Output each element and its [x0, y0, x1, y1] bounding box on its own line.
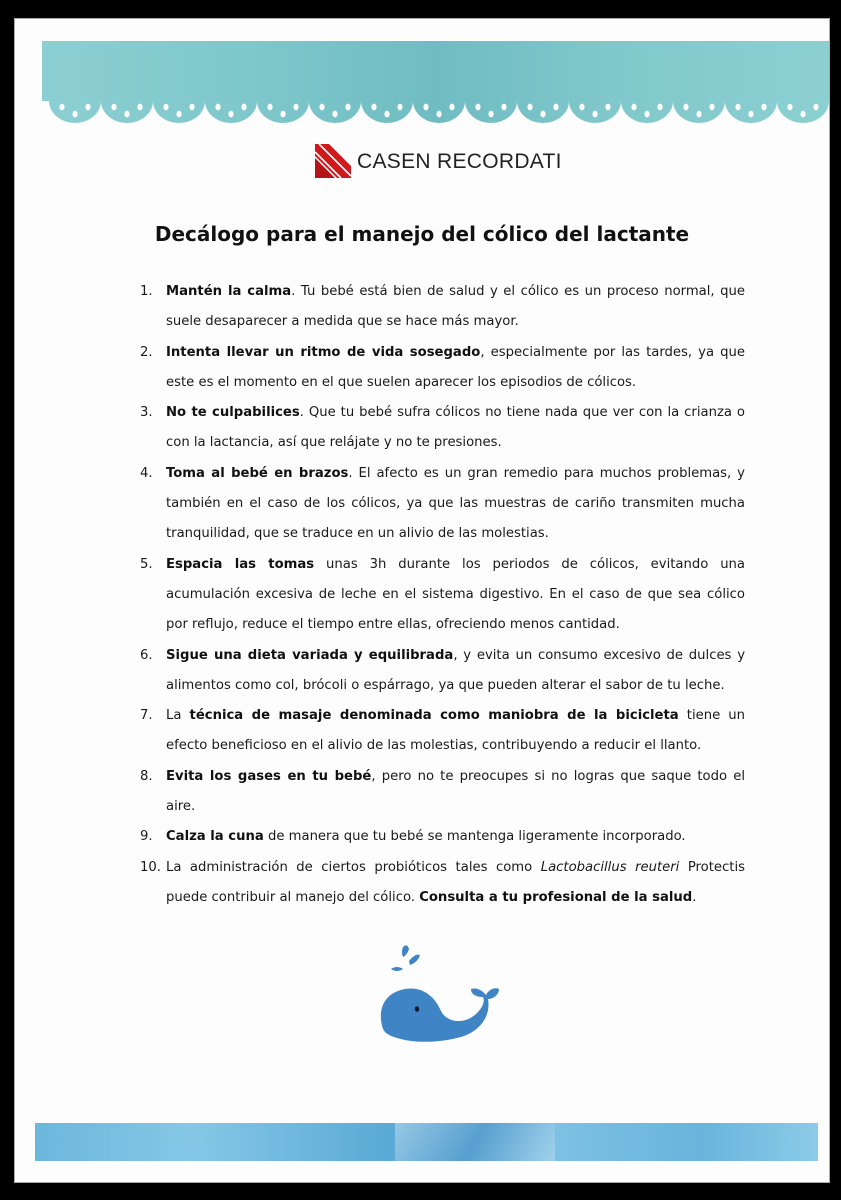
- item-text: , pero no te preocupes si no logras que saque todo el aire.: [166, 768, 745, 815]
- recordati-logo-icon: [315, 144, 351, 180]
- item-heading: Toma al bebé en brazos: [166, 465, 349, 481]
- decalogue-list: [140, 277, 745, 913]
- item-text: unas 3h durante los periodos de cólicos, evitando una acumulación excesiva de leche en el sistema digestivo. En el caso de que sea cólico por reflujo, reduce el tiempo entre ellas, ofreciendo menos cantidad.: [166, 556, 745, 633]
- item-text: , y evita un consumo excesivo de dulces y alimentos como col, brócoli o espárrago, ya que pueden alterar el sabor de tu leche.: [166, 647, 745, 693]
- list-item: [140, 762, 745, 823]
- item-heading: No te culpabilices: [166, 405, 300, 421]
- item-heading: Mantén la calma: [166, 284, 292, 299]
- item-number: 9.: [140, 829, 153, 845]
- item-text: . Tu bebé está bien de salud y el cólico es un proceso normal, que suele desaparecer a medida que se hace más mayor.: [166, 284, 745, 330]
- item-number: 3.: [140, 405, 153, 421]
- page-title: Decálogo para el manejo del cólico del lactante: [154, 222, 690, 246]
- item-heading: Evita los gases en tu bebé: [166, 768, 372, 784]
- list-item: [140, 550, 745, 641]
- item-number: 5.: [140, 556, 153, 572]
- item-heading: Sigue una dieta variada y equilibrada: [166, 647, 454, 663]
- item-heading: Consulta a tu profesional de la salud: [419, 889, 693, 905]
- item-text: , especialmente por las tardes, ya que este es el momento en el que suelen aparecer los episodios de cólicos.: [166, 344, 745, 390]
- list-item: [140, 853, 745, 914]
- item-number: 1.: [140, 284, 153, 299]
- item-text: de manera que tu bebé se mantenga ligeramente incorporado.: [263, 829, 686, 845]
- item-number: 6.: [140, 647, 153, 663]
- list-item: [140, 277, 745, 338]
- list-item: [140, 641, 745, 702]
- item-number: 10.: [140, 859, 161, 875]
- document-page: [14, 18, 830, 1183]
- scalloped-border-top: [42, 41, 829, 129]
- item-mid: Protectis puede contribuir al manejo del cólico.: [166, 859, 745, 905]
- item-text: . El afecto es un gran remedio para muchos problemas, y también en el caso de los cólicos, ya que las muestras de cariño transmiten mucha tranquilidad, que se traduce en un alivio de las molestias.: [166, 465, 745, 542]
- list-item: [140, 822, 745, 852]
- item-number: 4.: [140, 465, 153, 481]
- item-number: 7.: [140, 708, 153, 724]
- item-number: 8.: [140, 768, 153, 784]
- item-lead: La: [166, 708, 190, 724]
- brand-name: CASEN RECORDATI: [357, 150, 562, 173]
- whale-icon: [373, 941, 503, 1051]
- list-item: [140, 701, 745, 762]
- list-item: [140, 459, 745, 550]
- brand-logo: [315, 137, 562, 187]
- item-lead: La administración de ciertos probióticos tales como: [166, 859, 541, 875]
- item-heading: Intenta llevar un ritmo de vida sosegado: [166, 344, 481, 360]
- list-item: [140, 338, 745, 399]
- item-text: tiene un efecto beneficioso en el alivio de las molestias, contribuyendo a reducir el llanto.: [166, 708, 745, 754]
- item-species-name: Lactobacillus reuteri: [540, 859, 680, 875]
- item-heading: Espacia las tomas: [166, 556, 315, 572]
- item-text: .: [692, 889, 697, 905]
- item-number: 2.: [140, 344, 153, 360]
- decorative-band-bottom: [35, 1123, 818, 1161]
- item-text: . Que tu bebé sufra cólicos no tiene nada que ver con la crianza o con la lactancia, así que relájate y no te presiones.: [166, 405, 745, 451]
- band-texture: [395, 1123, 555, 1161]
- list-item: [140, 398, 745, 459]
- item-heading: Calza la cuna: [166, 829, 264, 845]
- item-heading: técnica de masaje denominada como maniobra de la bicicleta: [189, 708, 679, 724]
